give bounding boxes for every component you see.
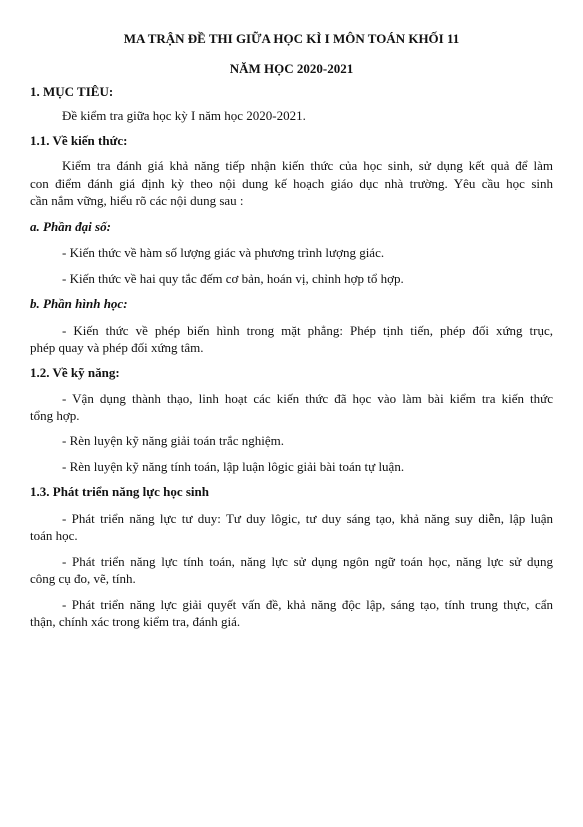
skills-item-1-line-1: - Vận dụng thành thạo, linh hoạt các kiến thức đã học vào làm bài kiểm tra kiến thức (62, 391, 553, 406)
part-algebra-heading: a. Phần đại số: (30, 219, 111, 234)
section-1-3-heading: 1.3. Phát triển năng lực học sinh (30, 484, 209, 499)
section-1-2-heading: 1.2. Về kỹ năng: (30, 365, 120, 380)
section-1-1-paragraph-line-2: con điểm đánh giá định kỳ theo nội dung kế hoạch giáo dục nhà trường. Yêu cầu học sinh (30, 176, 553, 191)
geometry-item-1-line-1: - Kiến thức về phép biến hình trong mặt phẳng: Phép tịnh tiến, phép đối xứng trục, (62, 323, 553, 338)
section-1-1-paragraph-line-3: cần nắm vững, hiểu rõ các nội dung sau : (30, 193, 244, 208)
section-1-heading: 1. MỤC TIÊU: (30, 84, 114, 99)
algebra-item-1: - Kiến thức về hàm số lượng giác và phương trình lượng giác. (62, 245, 385, 260)
algebra-item-2: - Kiến thức về hai quy tắc đếm cơ bản, hoán vị, chỉnh hợp tổ hợp. (62, 271, 404, 286)
competency-item-1-line-1: - Phát triển năng lực tư duy: Tư duy lôgic, tư duy sáng tạo, khả năng suy diễn, lập luận (62, 511, 553, 526)
document-title: MA TRẬN ĐỀ THI GIỮA HỌC KÌ I MÔN TOÁN KHỐI 11 (123, 31, 460, 46)
competency-item-1-line-2: toán học. (30, 528, 78, 543)
competency-item-2-line-2: công cụ đo, vẽ, tính. (30, 571, 136, 586)
skills-item-3: - Rèn luyện kỹ năng tính toán, lập luận lôgic giải bài toán tự luận. (62, 459, 405, 474)
section-1-1-paragraph-line-1: Kiểm tra đánh giá khả năng tiếp nhận kiến thức của học sinh, sử dụng kết quả để làm (62, 158, 553, 173)
geometry-item-1-line-2: phép quay và phép đối xứng tâm. (30, 340, 204, 355)
part-geometry-heading: b. Phần hình học: (30, 296, 128, 311)
competency-item-3-line-1: - Phát triển năng lực giải quyết vấn đề, khả năng độc lập, sáng tạo, tính trung thực, cẩn (62, 597, 553, 612)
section-1-1-heading: 1.1. Về kiến thức: (30, 133, 128, 148)
school-year-title: NĂM HỌC 2020-2021 (229, 61, 354, 76)
competency-item-2-line-1: - Phát triển năng lực tính toán, năng lực sử dụng ngôn ngữ toán học, năng lực sử dụng (62, 554, 553, 569)
section-1-text: Đề kiểm tra giữa học kỳ I năm học 2020-2021. (62, 108, 306, 123)
skills-item-1-line-2: tổng hợp. (30, 408, 80, 423)
skills-item-2: - Rèn luyện kỹ năng giải toán trắc nghiệm. (62, 433, 285, 448)
competency-item-3-line-2: thận, chính xác trong kiểm tra, đánh giá. (30, 614, 241, 629)
